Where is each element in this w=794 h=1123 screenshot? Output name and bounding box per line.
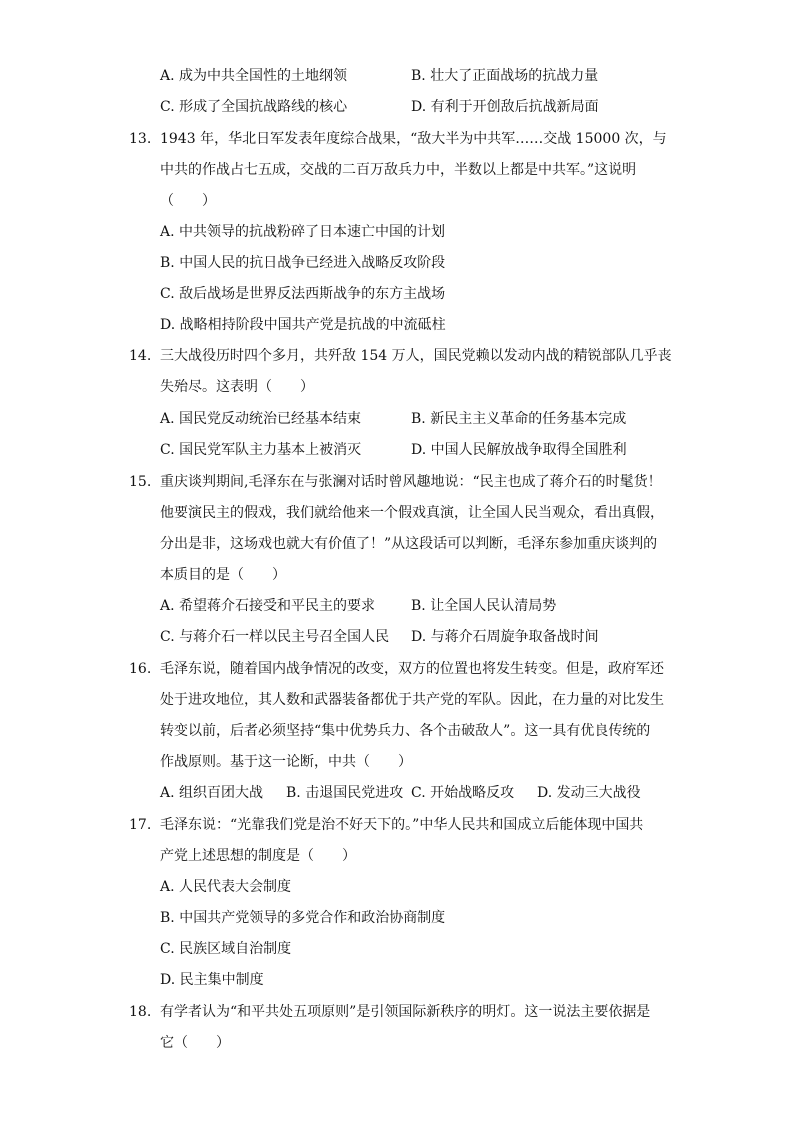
q17-stem-line-2: 产党上述思想的制度是（ ）	[160, 848, 356, 864]
q12-option-d: D. 有利于开创敌后抗战新局面	[411, 99, 599, 115]
q16-option-d: D. 发动三大战役	[537, 785, 641, 801]
q13-option-a: A. 中共领导的抗战粉碎了日本速亡中国的计划	[160, 224, 446, 240]
q15-stem-line-4: 本质目的是（ ）	[160, 567, 286, 583]
q14-option-a: A. 国民党反动统治已经基本结束	[160, 411, 362, 427]
q13-stem-line-2: 中共的作战占七五成，交战的二百万敌兵力中，半数以上都是中共军。”这说明	[160, 162, 637, 178]
q16-option-c: C. 开始战略反攻	[411, 785, 515, 801]
q14-option-d: D. 中国人民解放战争取得全国胜利	[411, 442, 627, 458]
q14-stem-line-2: 失殆尽。这表明（ ）	[160, 379, 314, 395]
q12-option-c: C. 形成了全国抗战路线的核心	[160, 99, 348, 115]
q12-option-b: B. 壮大了正面战场的抗战力量	[411, 68, 599, 84]
q16-option-a: A. 组织百团大战	[160, 785, 264, 801]
q15-stem-line-2: 他要演民主的假戏，我们就给他来一个假戏真演，让全国人民当观众，看出真假，	[160, 505, 664, 521]
q13-number: 13.	[129, 131, 152, 147]
q16-stem-line-1: 毛泽东说，随着国内战争情况的改变，双方的位置也将发生转变。但是，政府军还	[160, 661, 664, 677]
q14-stem-line-1: 三大战役历时四个多月，共歼敌 154 万人，国民党赖以发动内战的精锐部队几乎丧	[160, 348, 672, 364]
q16-number: 16.	[129, 661, 152, 677]
q15-option-c: C. 与蒋介石一样以民主号召全国人民	[160, 629, 390, 645]
q15-option-a: A. 希望蒋介石接受和平民主的要求	[160, 598, 376, 614]
q16-option-b: B. 击退国民党进攻	[286, 785, 404, 801]
q17-option-d: D. 民主集中制度	[160, 972, 264, 988]
q13-stem-line-3: （ ）	[160, 193, 216, 209]
q18-stem-line-1: 有学者认为“和平共处五项原则”是引领国际新秩序的明灯。这一说法主要依据是	[160, 1004, 651, 1020]
q13-stem-line-1: 1943 年，华北日军发表年度综合战果，“敌大半为中共军……交战 15000 次，与	[160, 131, 667, 147]
q13-option-d: D. 战略相持阶段中国共产党是抗战的中流砥柱	[160, 317, 446, 333]
q15-option-b: B. 让全国人民认清局势	[411, 598, 557, 614]
q14-option-b: B. 新民主主义革命的任务基本完成	[411, 411, 627, 427]
q17-option-a: A. 人民代表大会制度	[160, 879, 292, 895]
q14-option-c: C. 国民党军队主力基本上被消灭	[160, 442, 362, 458]
q13-option-c: C. 敌后战场是世界反法西斯战争的东方主战场	[160, 286, 446, 302]
q18-stem-line-2: 它（ ）	[160, 1035, 230, 1051]
q17-option-c: C. 民族区域自治制度	[160, 941, 292, 957]
q15-stem-line-3: 分出是非，这场戏也就大有价值了！”从这段话可以判断，毛泽东参加重庆谈判的	[160, 536, 658, 552]
q18-number: 18.	[129, 1004, 152, 1020]
q15-stem-line-1: 重庆谈判期间,毛泽东在与张澜对话时曾风趣地说：“民主也成了蒋介石的时髦货！	[160, 474, 662, 490]
q12-option-a: A. 成为中共全国性的土地纲领	[160, 68, 348, 84]
q17-stem-line-1: 毛泽东说：“光靠我们党是治不好天下的。”中华人民共和国成立后能体现中国共	[160, 817, 644, 833]
q17-number: 17.	[129, 817, 152, 833]
q16-stem-line-2: 处于进攻地位，其人数和武器装备都优于共产党的军队。因此，在力量的对比发生	[160, 692, 664, 708]
q16-stem-line-3: 转变以前，后者必须坚持“集中优势兵力、各个击破敌人”。这一具有优良传统的	[160, 723, 651, 739]
q13-option-b: B. 中国人民的抗日战争已经进入战略反攻阶段	[160, 255, 446, 271]
q17-option-b: B. 中国共产党领导的多党合作和政治协商制度	[160, 910, 446, 926]
q15-number: 15.	[129, 474, 152, 490]
q15-option-d: D. 与蒋介石周旋争取备战时间	[411, 629, 599, 645]
q14-number: 14.	[129, 348, 152, 364]
q16-stem-line-4: 作战原则。基于这一论断，中共（ ）	[160, 754, 412, 770]
